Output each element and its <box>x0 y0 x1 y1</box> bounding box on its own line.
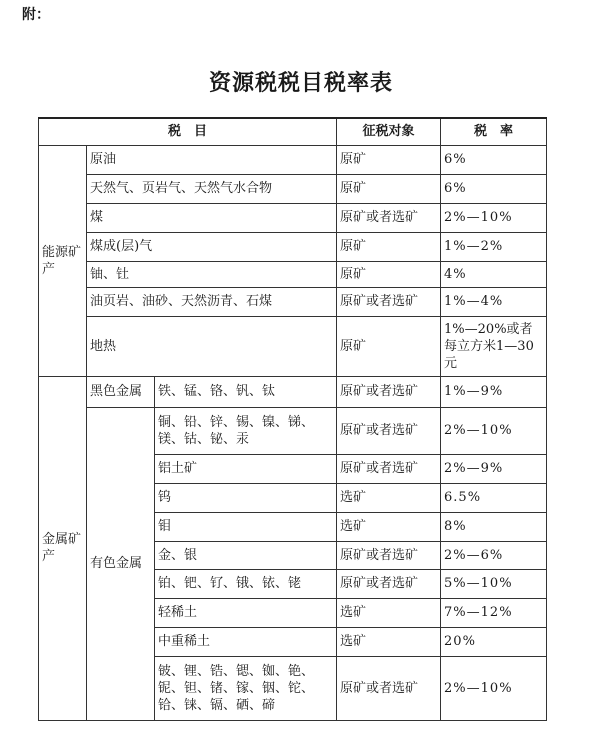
page-title: 资源税税目税率表 <box>208 70 393 96</box>
item-name: 中重稀土 <box>155 627 337 656</box>
item-object: 原矿 <box>337 261 441 287</box>
item-name: 金、银 <box>155 541 337 569</box>
tax-rate-table <box>38 117 547 721</box>
item-rate: 2%—10% <box>441 407 547 454</box>
table-row <box>39 174 547 203</box>
item-name: 天然气、页岩气、天然气水合物 <box>87 174 337 203</box>
item-name: 煤 <box>87 203 337 232</box>
table-row <box>39 407 547 454</box>
header-item: 税 目 <box>39 118 337 145</box>
item-object: 原矿 <box>337 174 441 203</box>
item-name: 钨 <box>155 483 337 512</box>
item-name: 油页岩、油砂、天然沥青、石煤 <box>87 287 337 316</box>
item-rate: 2%—10% <box>441 203 547 232</box>
table-row <box>39 203 547 232</box>
item-name: 铝土矿 <box>155 454 337 483</box>
item-object: 原矿或者选矿 <box>337 541 441 569</box>
item-object: 原矿或者选矿 <box>337 287 441 316</box>
item-rate: 1%—9% <box>441 376 547 407</box>
item-object: 原矿或者选矿 <box>337 407 441 454</box>
item-object: 原矿 <box>337 232 441 261</box>
item-rate: 2%—10% <box>441 656 547 720</box>
item-object: 原矿或者选矿 <box>337 376 441 407</box>
table-row <box>39 376 547 407</box>
item-object: 原矿 <box>337 316 441 376</box>
item-object: 原矿或者选矿 <box>337 569 441 598</box>
item-object: 原矿 <box>337 145 441 174</box>
item-name: 地热 <box>87 316 337 376</box>
item-name: 原油 <box>87 145 337 174</box>
item-name: 铀、钍 <box>87 261 337 287</box>
header-rate: 税 率 <box>441 118 547 145</box>
item-name: 铁、锰、铬、钒、钛 <box>155 376 337 407</box>
item-name: 铍、锂、锆、锶、铷、铯、铌、钽、锗、镓、铟、铊、铪、铼、镉、硒、碲 <box>155 656 337 720</box>
item-rate: 1%—2% <box>441 232 547 261</box>
item-name: 轻稀土 <box>155 598 337 627</box>
item-name: 铜、铅、锌、锡、镍、锑、镁、钴、铋、汞 <box>155 407 337 454</box>
item-rate: 8% <box>441 512 547 541</box>
item-name: 铂、钯、钌、锇、铱、铑 <box>155 569 337 598</box>
item-rate: 1%—4% <box>441 287 547 316</box>
table-row <box>39 145 547 174</box>
header-object: 征税对象 <box>337 118 441 145</box>
item-rate: 6% <box>441 145 547 174</box>
item-object: 选矿 <box>337 627 441 656</box>
item-rate: 2%—6% <box>441 541 547 569</box>
item-rate: 20% <box>441 627 547 656</box>
table-row <box>39 287 547 316</box>
item-object: 原矿或者选矿 <box>337 203 441 232</box>
item-rate: 6.5% <box>441 483 547 512</box>
item-rate: 1%—20%或者每立方米1—30元 <box>441 316 547 376</box>
category-energy: 能源矿产 <box>39 145 87 376</box>
table-row <box>39 261 547 287</box>
category-metal: 金属矿产 <box>39 376 87 720</box>
subcategory-nonferrous: 有色金属 <box>87 407 155 720</box>
item-object: 选矿 <box>337 483 441 512</box>
item-rate: 5%—10% <box>441 569 547 598</box>
item-object: 原矿或者选矿 <box>337 454 441 483</box>
item-name: 煤成(层)气 <box>87 232 337 261</box>
item-rate: 6% <box>441 174 547 203</box>
item-name: 钼 <box>155 512 337 541</box>
item-rate: 7%—12% <box>441 598 547 627</box>
table-row <box>39 316 547 376</box>
item-object: 选矿 <box>337 598 441 627</box>
item-rate: 4% <box>441 261 547 287</box>
table-row <box>39 232 547 261</box>
item-rate: 2%—9% <box>441 454 547 483</box>
subcategory-ferrous: 黑色金属 <box>87 376 155 407</box>
item-object: 原矿或者选矿 <box>337 656 441 720</box>
item-object: 选矿 <box>337 512 441 541</box>
attachment-label: 附： <box>22 7 50 23</box>
table-header-row <box>39 118 547 145</box>
